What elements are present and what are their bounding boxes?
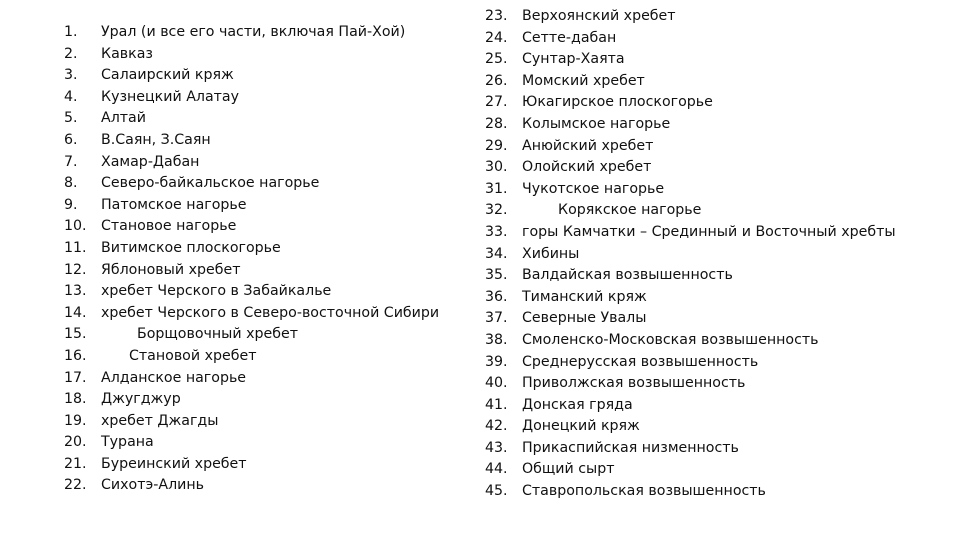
list-item: [485, 200, 945, 222]
left-list: [64, 22, 464, 497]
item-number: 6.: [64, 131, 78, 148]
item-text: горы Камчатки – Срединный и Восточный хребты: [522, 223, 896, 240]
item-number: 44.: [485, 461, 508, 478]
item-text: Приволжская возвышенность: [522, 375, 746, 392]
list-item: [485, 330, 945, 352]
item-text: Борщовочный хребет: [137, 326, 298, 343]
list-item: [485, 157, 945, 179]
list-item: [64, 44, 464, 66]
list-item: [485, 438, 945, 460]
list-item: [485, 287, 945, 309]
item-text: Урал (и все его части, включая Пай-Хой): [101, 24, 406, 40]
item-number: 35.: [485, 267, 508, 284]
item-text: Кузнецкий Алатау: [101, 88, 240, 105]
item-number: 38.: [485, 331, 508, 348]
item-text: Тиманский кряж: [522, 288, 647, 305]
list-item: [64, 346, 464, 368]
item-number: 22.: [64, 477, 87, 494]
item-number: 15.: [64, 326, 87, 343]
item-text: Становое нагорье: [101, 218, 237, 235]
list-item: [485, 459, 945, 481]
item-text: Момский хребет: [522, 72, 645, 89]
item-text: хребет Черского в Забайкалье: [101, 283, 332, 300]
item-text: Хибины: [522, 245, 580, 262]
item-text: Общий сырт: [522, 461, 615, 478]
item-text: Салаирский кряж: [101, 67, 234, 84]
item-number: 26.: [485, 72, 508, 89]
list-item: [485, 352, 945, 374]
list-item: [64, 303, 464, 325]
item-text: Донецкий кряж: [522, 418, 640, 435]
item-number: 30.: [485, 159, 508, 176]
item-number: 23.: [485, 8, 508, 24]
item-number: 28.: [485, 115, 508, 132]
list-item: [485, 28, 945, 50]
item-number: 1.: [64, 24, 78, 40]
item-number: 8.: [64, 175, 78, 192]
list-item: [485, 92, 945, 114]
item-number: 29.: [485, 137, 508, 154]
list-item: [64, 173, 464, 195]
list-item: [64, 130, 464, 152]
item-number: 14.: [64, 304, 87, 321]
item-text: хребет Черского в Северо-восточной Сибири: [101, 304, 440, 321]
list-item: [64, 475, 464, 497]
item-number: 16.: [64, 347, 87, 364]
list-item: [485, 395, 945, 417]
list-item: [64, 216, 464, 238]
item-text: Становой хребет: [129, 347, 257, 364]
list-item: [64, 389, 464, 411]
item-number: 24.: [485, 29, 508, 46]
list-item: [485, 308, 945, 330]
item-text: Хамар-Дабан: [101, 153, 200, 170]
item-text: Северо-байкальское нагорье: [101, 175, 320, 192]
item-number: 33.: [485, 223, 508, 240]
item-number: 5.: [64, 110, 78, 127]
item-number: 31.: [485, 180, 508, 197]
item-number: 4.: [64, 88, 78, 105]
item-number: 18.: [64, 391, 87, 408]
item-text: Прикаспийская низменность: [522, 439, 739, 456]
item-text: Яблоновый хребет: [101, 261, 241, 278]
item-text: Чукотское нагорье: [522, 180, 665, 197]
item-number: 39.: [485, 353, 508, 370]
list-item: [64, 281, 464, 303]
item-text: Валдайская возвышенность: [522, 267, 733, 284]
item-number: 10.: [64, 218, 87, 235]
item-number: 42.: [485, 418, 508, 435]
item-text: Сетте-дабан: [522, 29, 617, 46]
item-text: Донская гряда: [522, 396, 633, 413]
item-text: Среднерусская возвышенность: [522, 353, 759, 370]
list-item: [485, 481, 945, 503]
list-item: [485, 373, 945, 395]
item-text: хребет Джагды: [101, 412, 219, 429]
list-item: [485, 416, 945, 438]
list-item: [485, 71, 945, 93]
item-number: 7.: [64, 153, 78, 170]
list-item: [485, 222, 945, 244]
list-item: [485, 179, 945, 201]
item-text: Патомское нагорье: [101, 196, 247, 213]
list-item: [64, 368, 464, 390]
right-list: [485, 6, 945, 503]
item-text: В.Саян, З.Саян: [101, 131, 211, 148]
item-number: 36.: [485, 288, 508, 305]
list-item: [64, 87, 464, 109]
item-text: Турана: [101, 434, 154, 451]
item-text: Анюйский хребет: [522, 137, 654, 154]
item-number: 19.: [64, 412, 87, 429]
list-item: [64, 195, 464, 217]
item-text: Корякское нагорье: [558, 202, 702, 219]
item-number: 2.: [64, 45, 78, 62]
item-text: Кавказ: [101, 45, 153, 62]
item-number: 45.: [485, 483, 508, 500]
item-number: 25.: [485, 51, 508, 68]
item-text: Смоленско-Московская возвышенность: [522, 331, 819, 348]
list-item: [64, 454, 464, 476]
item-text: Ставропольская возвышенность: [522, 483, 766, 500]
list-item: [64, 324, 464, 346]
item-text: Алданское нагорье: [101, 369, 247, 386]
item-number: 34.: [485, 245, 508, 262]
item-number: 13.: [64, 283, 87, 300]
item-number: 20.: [64, 434, 87, 451]
item-number: 40.: [485, 375, 508, 392]
item-number: 43.: [485, 439, 508, 456]
item-number: 9.: [64, 196, 78, 213]
list-item: [64, 108, 464, 130]
list-item: [64, 152, 464, 174]
list-item: [64, 65, 464, 87]
item-text: Олойский хребет: [522, 159, 652, 176]
item-text: Сунтар-Хаята: [522, 51, 625, 68]
item-text: Алтай: [101, 110, 146, 127]
list-item: [485, 244, 945, 266]
list-item: [485, 6, 945, 28]
item-text: Буреинский хребет: [101, 455, 247, 472]
item-number: 41.: [485, 396, 508, 413]
item-text: Юкагирское плоскогорье: [522, 94, 713, 111]
item-text: Джугджур: [101, 391, 181, 408]
item-text: Северные Увалы: [522, 310, 647, 327]
item-number: 32.: [485, 202, 508, 219]
item-number: 37.: [485, 310, 508, 327]
list-item: [64, 432, 464, 454]
list-item: [64, 22, 464, 44]
item-number: 17.: [64, 369, 87, 386]
item-number: 21.: [64, 455, 87, 472]
item-number: 3.: [64, 67, 78, 84]
item-text: Колымское нагорье: [522, 115, 671, 132]
list-item: [485, 136, 945, 158]
list-item: [64, 411, 464, 433]
item-text: Верхоянский хребет: [522, 8, 676, 24]
item-text: Сихотэ-Алинь: [101, 477, 205, 494]
item-text: Витимское плоскогорье: [101, 239, 281, 256]
list-item: [485, 114, 945, 136]
list-item: [64, 238, 464, 260]
item-number: 27.: [485, 94, 508, 111]
list-item: [64, 260, 464, 282]
list-item: [485, 265, 945, 287]
item-number: 12.: [64, 261, 87, 278]
list-item: [485, 49, 945, 71]
item-number: 11.: [64, 239, 87, 256]
